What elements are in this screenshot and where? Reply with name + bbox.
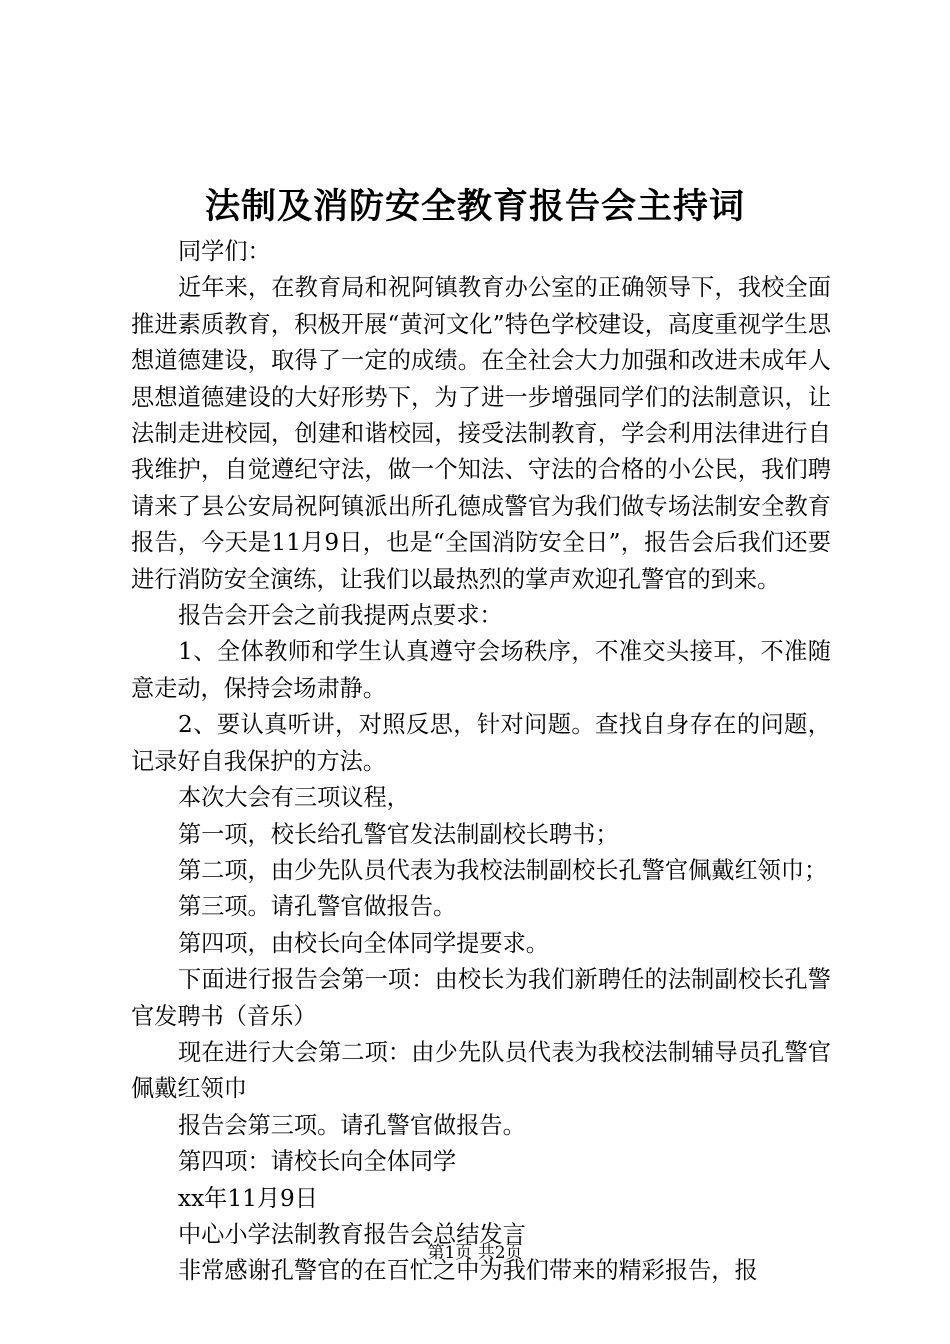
paragraph-requirement-1: 1、全体教师和学生认真遵守会场秩序，不准交头接耳，不准随意走动，保持会场肃静。 — [131, 638, 831, 702]
paragraph-step-3: 报告会第三项。请孔警官做报告。 — [178, 1111, 526, 1139]
paragraph-step-2: 现在进行大会第二项：由少先队员代表为我校法制辅导员孔警官佩戴红领巾 — [131, 1038, 831, 1103]
document-body — [131, 234, 831, 1290]
paragraph-agenda-item-2: 第二项，由少先队员代表为我校法制副校长孔警官佩戴红领巾； — [178, 856, 828, 884]
paragraph-summary-start: 非常感谢孔警官的在百忙之中为我们带来的精彩报告，报 — [178, 1257, 758, 1285]
paragraph-summary-title: 中心小学法制教育报告会总结发言 — [178, 1220, 526, 1248]
paragraph-agenda-heading: 本次大会有三项议程， — [178, 784, 410, 812]
paragraph-agenda-item-4: 第四项，由校长向全体同学提要求。 — [178, 929, 549, 957]
paragraph-greeting: 同学们： — [178, 238, 271, 265]
page-footer: 第1页 共2页 — [427, 1243, 523, 1263]
paragraph-agenda-item-1: 第一项，校长给孔警官发法制副校长聘书； — [178, 820, 619, 848]
document-title: 法制及消防安全教育报告会主持词 — [204, 186, 745, 227]
paragraph-date: xx年11月9日 — [178, 1184, 318, 1212]
paragraph-step-4: 第四项：请校长向全体同学 — [178, 1148, 457, 1176]
paragraph-step-1: 下面进行报告会第一项：由校长为我们新聘任的法制副校长孔警官发聘书（音乐） — [131, 966, 831, 1030]
paragraph-agenda-item-3: 第三项。请孔警官做报告。 — [178, 893, 457, 921]
paragraph-requirement-2: 2、要认真听讲，对照反思，针对问题。查找自身存在的问题，记录好自我保护的方法。 — [131, 711, 831, 775]
paragraph-intro: 近年来，在教育局和祝阿镇教育办公室的正确领导下，我校全面推进素质教育，积极开展“黄河文化”特色学校建设，高度重视学生思想道德建设，取得了一定的成绩。在全社会大力加强和改进未成年人思想道德建设的大好形势下，为了进一步增强同学们的法制意识，让法制走进校园，创建和谐校园，接受法制教育，学会利用法律进行自我维护，自觉遵纪守法，做一个知法、守法的合格的小公民，我们聘请来了县公安局祝阿镇派出所孔德成警官为我们做专场法制安全教育报告，今天是11月9日，也是“全国消防安全日”，报告会后我们还要进行消防安全演练，让我们以最热烈的掌声欢迎孔警官的到来。 — [131, 274, 831, 593]
paragraph-requirements-heading: 报告会开会之前我提两点要求： — [178, 602, 503, 630]
